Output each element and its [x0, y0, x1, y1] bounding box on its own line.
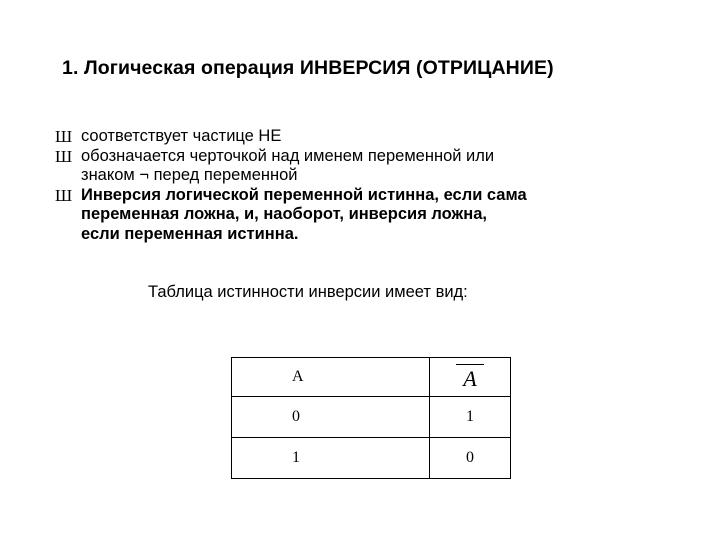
bullet-text-line: обозначается черточкой над именем переменной или — [81, 146, 495, 165]
table-header-cell — [430, 358, 511, 397]
truth-table — [231, 357, 511, 479]
bullet-item — [55, 186, 655, 245]
bullet-item — [55, 147, 655, 186]
page-title: 1. Логическая операция ИНВЕРСИЯ (ОТРИЦАНИЕ) — [62, 57, 554, 79]
negation-symbol: A — [456, 364, 483, 389]
table-intro: Таблица истинности инверсии имеет вид: — [148, 283, 468, 301]
table-row — [232, 438, 511, 479]
bullet-marker-icon: Ш — [55, 146, 73, 166]
table-cell: 0 — [232, 397, 430, 438]
table-row — [232, 397, 511, 438]
bullet-text-line: Инверсия логической переменной истинна, если сама — [81, 185, 527, 204]
bullet-marker-icon: Ш — [55, 185, 73, 205]
bullet-text-line: если переменная истинна. — [81, 224, 299, 243]
table-cell: 1 — [430, 397, 511, 438]
table-header-row — [232, 358, 511, 397]
bullet-text-line: знаком ¬ перед переменной — [81, 166, 298, 184]
bullet-text-line: соответствует частице НЕ — [81, 127, 282, 145]
table-cell: 1 — [232, 438, 430, 479]
table-cell: 0 — [430, 438, 511, 479]
bullet-list — [55, 127, 655, 244]
bullet-text-line: переменная ложна, и, наоборот, инверсия ложна, — [81, 205, 487, 223]
bullet-marker-icon: Ш — [55, 127, 73, 146]
table-header-cell: A — [232, 358, 430, 397]
bullet-item — [55, 127, 655, 147]
